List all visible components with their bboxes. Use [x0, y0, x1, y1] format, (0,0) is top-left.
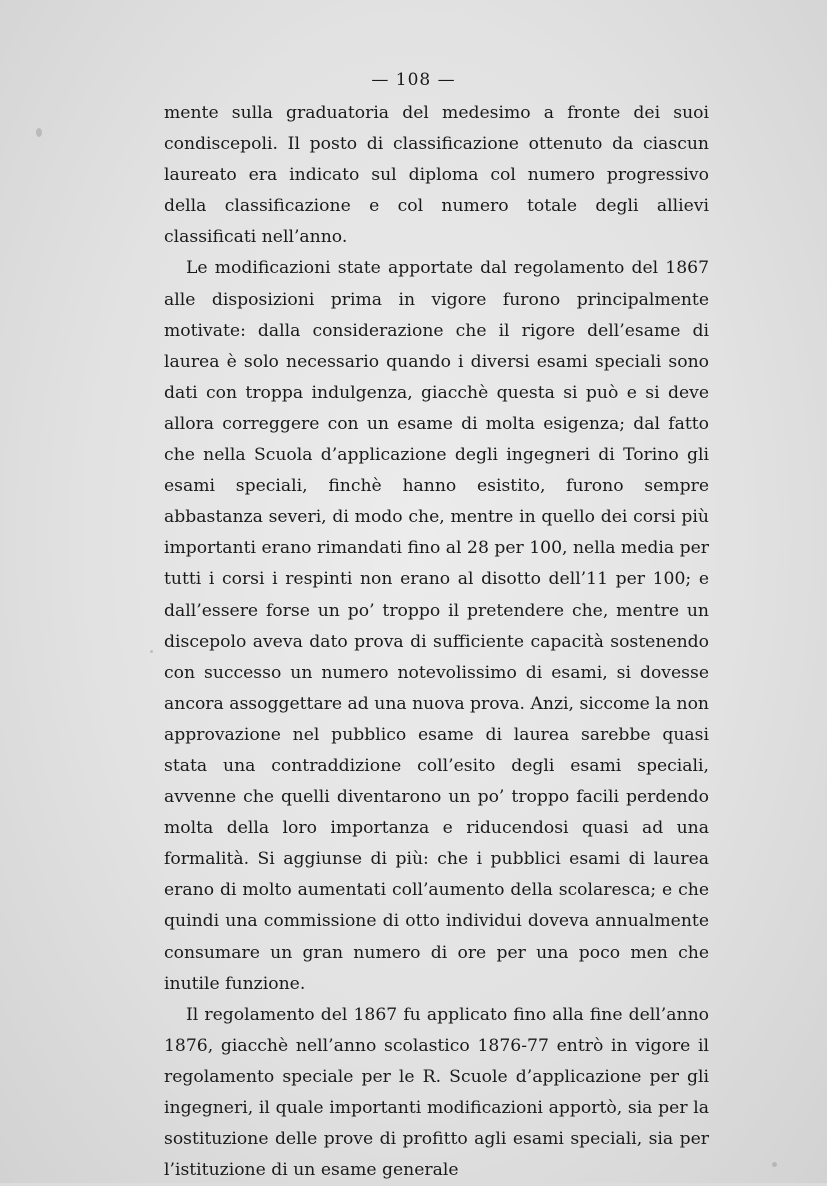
paragraph-1: mente sulla graduatoria del medesimo a fronte dei suoi condiscepoli. Il posto di classificazione ottenuto da ciascun laureato era indicato sul diploma col numero progressivo della classificazione e col numero totale degli allievi classificati nell’anno. [164, 103, 709, 248]
paper-speck [150, 650, 153, 653]
paper-speck [772, 1162, 777, 1167]
paragraph-2: Le modificazioni state apportate dal regolamento del 1867 alle disposizioni prima in vigore furono principalmente motivate: dalla considerazione che il rigore dell’esame di laurea è solo necessario quando i diversi esami speciali sono dati con troppa indulgenza, giacchè questa si può e si deve allora correggere con un esame di molta esigenza; dal fatto che nella Scuola d’applicazione degli ingegneri di Torino gli esami speciali, finchè hanno esistito, furono sempre abbastanza severi, di modo che, mentre in quello dei corsi più importanti erano rimandati fino al 28 per 100, nella media per tutti i corsi i respinti non erano al disotto dell’11 per 100; e dall’essere forse un po’ troppo il pretendere che, mentre un discepolo aveva dato prova di sufficiente capacità sostenendo con successo un numero notevolissimo di esami, si dovesse ancora assoggettare ad una nuova prova. Anzi, siccome la non approvazione nel pubblico esame di laurea sarebbe quasi stata una contraddizione coll’esito degli esami speciali, avvenne che quelli diventarono un po’ troppo facili perdendo molta della loro importanza e riducendosi quasi ad una formalità. Si aggiunse di più: che i pubblici esami di laurea erano di molto aumentati coll’aumento della scolaresca; e che quindi una commissione di otto individui doveva annualmente consumare un gran numero di ore per una poco men che inutile funzione. [164, 258, 709, 994]
page-number: — 108 — [371, 70, 456, 90]
body-text [164, 98, 709, 1186]
paper-speck [36, 128, 42, 137]
paragraph-3: Il regolamento del 1867 fu applicato fino alla fine dell’anno 1876, giacchè nell’anno scolastico 1876-77 entrò in vigore il regolamento speciale per le R. Scuole d’applicazione per gli ingegneri, il quale importanti modificazioni apportò, sia per la sostituzione delle prove di profitto agli esami speciali, sia per l’istituzione di un esame generale [164, 1004, 709, 1181]
